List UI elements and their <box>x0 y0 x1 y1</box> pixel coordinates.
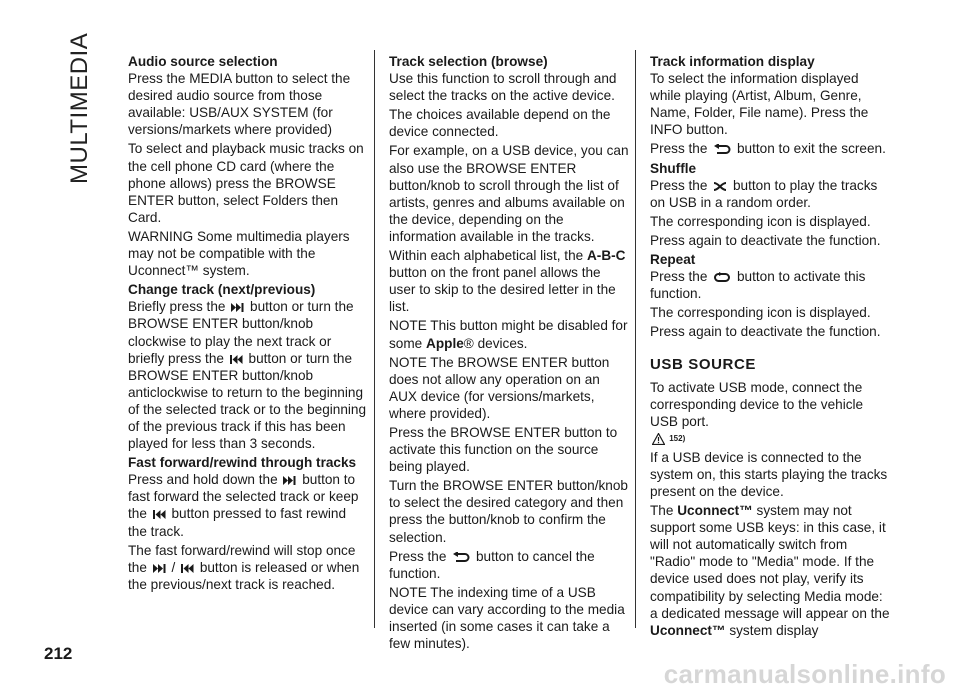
repeat-icon <box>713 272 731 283</box>
paragraph: To select and playback music tracks on the cell phone CD card (where the phone allows) press the BROWSE ENTER button, select Folders then Card. <box>128 141 364 225</box>
column-divider <box>374 50 375 628</box>
column-divider <box>635 50 636 628</box>
column-left <box>128 53 368 595</box>
paragraph: To select the information displayed while playing (Artist, Album, Genre, Name, Folder, File name). Press the INFO button. <box>650 71 869 138</box>
section-tab: MULTIMEDIA <box>66 32 93 184</box>
paragraph: Press the BROWSE ENTER button to activate this function on the source being played. <box>389 424 618 475</box>
next-track-icon <box>231 303 244 312</box>
warning-icon <box>652 433 665 445</box>
back-icon <box>713 144 731 155</box>
paragraph: Within each alphabetical list, the A-B-C button on the front panel allows the user to skip to the desired letter in the list. <box>389 248 626 315</box>
paragraph: The Uconnect™ system may not support some USB keys: in this case, it will not automatically switch from "Radio" mode to "Media" mode. If the device used does not play, verify its compatibility by selecting Media mode: a dedicated message will appear on the Uconnect™ system display <box>650 503 890 638</box>
paragraph: NOTE This button might be disabled for some Apple® devices. <box>389 318 628 351</box>
next-track-icon <box>283 476 296 485</box>
paragraph: The fast forward/rewind will stop once the / button is released or when the previous/next track is reached. <box>128 542 360 592</box>
column-right <box>650 53 890 641</box>
paragraph: Press and hold down the button to fast forward the selected track or keep the button pressed to fast rewind the track. <box>128 472 359 539</box>
paragraph: The corresponding icon is displayed. <box>650 305 871 321</box>
paragraph: Press the button to play the tracks on USB in a random order. <box>650 177 878 210</box>
paragraph: NOTE The BROWSE ENTER button does not allow any operation on an AUX device (for versions/markets, where provided). <box>389 354 610 421</box>
paragraph: Press again to deactivate the function. <box>650 232 881 248</box>
heading-audio-source: Audio source selection <box>128 54 278 69</box>
paragraph: Turn the BROWSE ENTER button/knob to select the desired category and then press the button/knob to confirm the selection. <box>389 478 628 545</box>
heading-track-selection: Track selection (browse) <box>389 54 548 69</box>
previous-track-icon <box>153 510 166 519</box>
paragraph: Press the button to cancel the function. <box>389 548 595 581</box>
watermark: carmanualsonline.info <box>663 659 946 689</box>
heading-change-track: Change track (next/previous) <box>128 282 316 298</box>
paragraph: Press the button to exit the screen. <box>650 141 886 157</box>
heading-track-info: Track information display <box>650 54 815 69</box>
heading-shuffle: Shuffle <box>650 160 697 176</box>
back-icon <box>452 552 470 563</box>
paragraph: NOTE The indexing time of a USB device can vary according to the media inserted (in some cases it can take a few minutes). <box>389 584 625 652</box>
shuffle-icon <box>713 180 727 193</box>
paragraph: Press the button to activate this function. <box>650 269 866 302</box>
warning-reference: 152) <box>650 432 890 446</box>
previous-track-icon <box>181 564 194 573</box>
apple-brand: Apple <box>426 335 464 351</box>
paragraph: WARNING Some multimedia players may not be compatible with the Uconnect™ system. <box>128 228 350 279</box>
heading-fast-forward: Fast forward/rewind through tracks <box>128 455 357 471</box>
paragraph: Briefly press the button or turn the BROWSE ENTER button/knob clockwise to play the next track or briefly press the button or turn the BROWSE ENTER button/knob anticlockwise to return to the beginning of the selected track or to the beginning of the previous track if this has been played for less than 3 seconds. <box>128 299 367 452</box>
paragraph: If a USB device is connected to the system on, this starts playing the tracks present on the device. <box>650 449 888 499</box>
column-middle <box>389 53 629 654</box>
paragraph: Use this function to scroll through and select the tracks on the active device. <box>389 71 617 104</box>
paragraph: The choices available depend on the device connected. <box>389 107 611 140</box>
abc-button-label: A-B-C <box>586 248 626 264</box>
previous-track-icon <box>230 355 243 364</box>
uconnect-brand: Uconnect™ <box>677 503 753 519</box>
page-number: 212 <box>44 644 73 663</box>
next-track-icon <box>153 564 166 573</box>
paragraph: Press again to deactivate the function. <box>650 324 881 340</box>
paragraph: The corresponding icon is displayed. <box>650 213 871 229</box>
heading-usb-source: USB SOURCE <box>650 355 757 373</box>
uconnect-brand: Uconnect™ <box>650 622 726 638</box>
paragraph: For example, on a USB device, you can also use the BROWSE ENTER button/knob to scroll through the list of artists, genres and albums available on the device, depending on the information available in the tracks. <box>389 143 629 244</box>
paragraph: To activate USB mode, connect the corresponding device to the vehicle USB port. <box>650 379 864 429</box>
paragraph: Press the MEDIA button to select the desired audio source from those available: USB/AUX SYSTEM (for versions/markets where provided) <box>128 71 351 138</box>
heading-repeat: Repeat <box>650 252 696 268</box>
